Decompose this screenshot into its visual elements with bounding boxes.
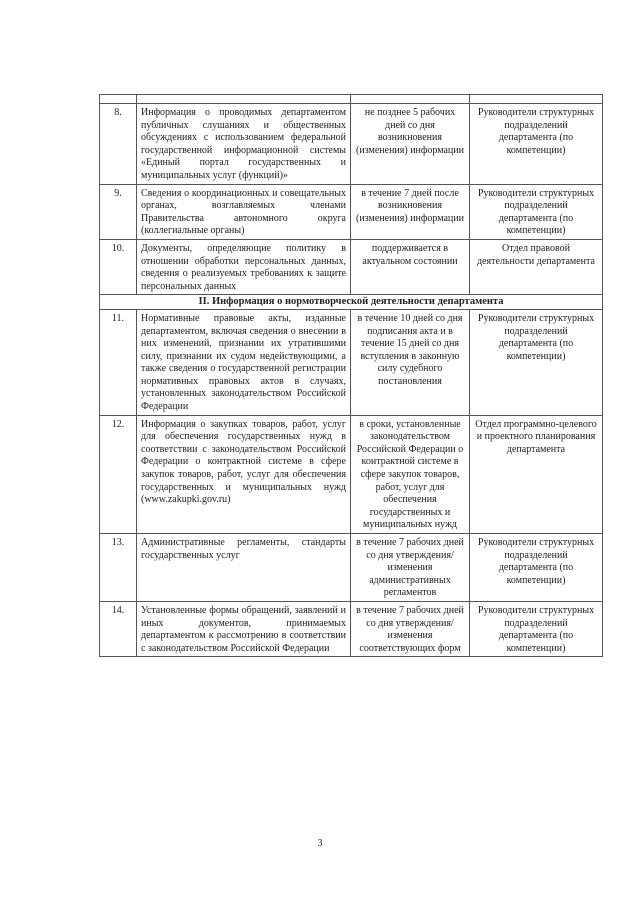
row-term: в течение 10 дней со дня подписания акта и в течение 15 дней со дня вступления в законную силу судебного постановления bbox=[351, 309, 470, 415]
row-responsible: Отдел программно-целевого и проектного планирования департамента bbox=[470, 415, 603, 533]
row-description: Административные регламенты, стандарты государственных услуг bbox=[137, 534, 351, 602]
row-responsible: Руководители структурных подразделений департамента (по компетенции) bbox=[470, 601, 603, 656]
row-number: 13. bbox=[100, 534, 137, 602]
table-row bbox=[100, 239, 603, 294]
table-top-row bbox=[100, 95, 603, 104]
table-row bbox=[100, 534, 603, 602]
page-number: 3 bbox=[317, 838, 323, 849]
table-row bbox=[100, 601, 603, 656]
row-term: в течение 7 дней после возникновения (изменения) информации bbox=[351, 184, 470, 239]
row-responsible: Руководители структурных подразделений департамента (по компетенции) bbox=[470, 309, 603, 415]
row-description: Установленные формы обращений, заявлений и иных документов, принимаемых департаментом к рассмотрению в соответствии с законодательством Российской Федерации bbox=[137, 601, 351, 656]
row-description: Сведения о координационных и совещательных органах, возглавляемых членами Правительства автономного округа (коллегиальные органы) bbox=[137, 184, 351, 239]
row-description: Информация о проводимых департаментом публичных слушаниях и общественных обсуждениях с использованием федеральной государственной информационной системы «Единый портал государственных и муниципальных услуг (функций)» bbox=[137, 104, 351, 185]
row-responsible: Руководители структурных подразделений департамента (по компетенции) bbox=[470, 534, 603, 602]
row-term: в сроки, установленные законодательством Российской Федерации о контрактной системе в сфере закупок товаров, работ, услуг для обеспечения государственных и муниципальных нужд bbox=[351, 415, 470, 533]
row-term: поддерживается в актуальном состоянии bbox=[351, 239, 470, 294]
table-row bbox=[100, 309, 603, 415]
row-term: в течение 7 рабочих дней со дня утверждения/изменения соответствующих форм bbox=[351, 601, 470, 656]
section-heading-row bbox=[100, 295, 603, 310]
row-responsible: Руководители структурных подразделений департамента (по компетенции) bbox=[470, 184, 603, 239]
document-table bbox=[99, 94, 603, 657]
row-term: в течение 7 рабочих дней со дня утверждения/изменения административных регламентов bbox=[351, 534, 470, 602]
row-number: 8. bbox=[100, 104, 137, 185]
row-description: Информация о закупках товаров, работ, услуг для обеспечения государственных нужд в соответствии с законодательством Российской Федерации о контрактной системе в сфере закупок товаров, работ, услуг для обеспечения государственных и муниципальных нужд (www.zakupki.gov.ru) bbox=[137, 415, 351, 533]
row-number: 9. bbox=[100, 184, 137, 239]
row-term: не позднее 5 рабочих дней со дня возникновения (изменения) информации bbox=[351, 104, 470, 185]
table-row bbox=[100, 104, 603, 185]
rows-section-1 bbox=[100, 104, 603, 295]
row-responsible: Отдел правовой деятельности департамента bbox=[470, 239, 603, 294]
row-number: 14. bbox=[100, 601, 137, 656]
row-responsible: Руководители структурных подразделений департамента (по компетенции) bbox=[470, 104, 603, 185]
row-number: 12. bbox=[100, 415, 137, 533]
rows-section-2 bbox=[100, 309, 603, 656]
table-row bbox=[100, 415, 603, 533]
row-number: 11. bbox=[100, 309, 137, 415]
section-heading: II. Информация о нормотворческой деятельности департамента bbox=[100, 295, 603, 310]
table-row bbox=[100, 184, 603, 239]
row-number: 10. bbox=[100, 239, 137, 294]
row-description: Документы, определяющие политику в отношении обработки персональных данных, сведения о реализуемых требованиях к защите персональных данных bbox=[137, 239, 351, 294]
row-description: Нормативные правовые акты, изданные департаментом, включая сведения о внесении в них изменений, признании их утратившими силу, признании их судом недействующими, а также сведения о государственной регистрации нормативных правовых актов в случаях, установленных законодательством Российской Федерации bbox=[137, 309, 351, 415]
